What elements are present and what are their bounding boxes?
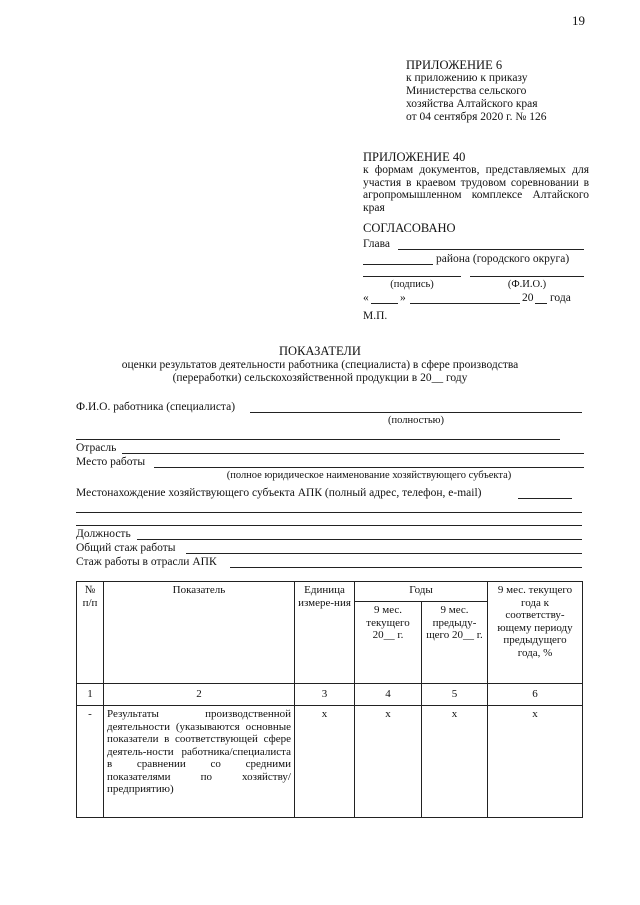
annex-6-block bbox=[406, 59, 606, 124]
approval-heading: СОГЛАСОВАНО bbox=[363, 221, 456, 235]
approval-head-label: Глава bbox=[363, 238, 391, 250]
column-number: 6 bbox=[488, 684, 583, 706]
row-unit: х bbox=[295, 706, 355, 818]
date-year-prefix: 20 bbox=[522, 292, 534, 304]
signature-caption: (подпись) bbox=[390, 279, 434, 290]
document-title: ПОКАЗАТЕЛИ bbox=[279, 344, 361, 358]
column-number: 3 bbox=[295, 684, 355, 706]
location-label: Местонахождение хозяйствующего субъекта АПК (полный адрес, телефон, e-mail) bbox=[76, 487, 482, 499]
table-row bbox=[77, 706, 583, 818]
row-indicator: Результаты производственной деятельности (указываются основные показатели в соответствующей сфере деятель-ности работника/специалиста в сравнении со средними показателями по хозяйству/предприятию) bbox=[104, 706, 295, 818]
branch-input-line[interactable] bbox=[122, 453, 584, 454]
row-ratio: х bbox=[488, 706, 583, 818]
workplace-caption: (полное юридическое наименование хозяйствующего субъекта) bbox=[226, 470, 512, 481]
column-number: 2 bbox=[104, 684, 295, 706]
annex-40-description: к формам документов, представляемых для участия в краевом трудовом соревновании в агропромышленном комплексе Алтайского края bbox=[363, 164, 589, 214]
district-name-line[interactable] bbox=[363, 264, 433, 265]
position-input-line[interactable] bbox=[137, 539, 582, 540]
approval-district-label: района (городского округа) bbox=[436, 253, 570, 265]
header-unit: Единица измере-ния bbox=[295, 582, 355, 684]
column-number: 5 bbox=[422, 684, 488, 706]
header-ratio: 9 мес. текущего года к соответству-ющему периоду предыдущего года, % bbox=[488, 582, 583, 684]
total-experience-label: Общий стаж работы bbox=[76, 542, 176, 554]
fio-caption: (Ф.И.О.) bbox=[507, 279, 547, 290]
document-subtitle-line-2: (переработки) сельскохозяйственной продукции в 20__ году bbox=[172, 372, 468, 384]
row-current-year: х bbox=[355, 706, 422, 818]
date-day-line[interactable] bbox=[371, 303, 398, 304]
date-open-quote: « bbox=[363, 292, 369, 304]
apk-experience-label: Стаж работы в отрасли АПК bbox=[76, 556, 217, 568]
table-column-numbers-row bbox=[77, 684, 583, 706]
date-close-quote: » bbox=[400, 292, 406, 304]
position-label: Должность bbox=[76, 528, 131, 540]
page-number: 19 bbox=[572, 13, 585, 28]
fio-input-line[interactable] bbox=[250, 412, 582, 413]
header-years: Годы bbox=[355, 582, 488, 602]
row-previous-year: х bbox=[422, 706, 488, 818]
indicators-table bbox=[76, 581, 583, 818]
document-subtitle-line-1: оценки результатов деятельности работника (специалиста) в сфере производства bbox=[121, 359, 519, 371]
date-month-line[interactable] bbox=[410, 303, 520, 304]
apk-experience-input-line[interactable] bbox=[230, 567, 582, 568]
location-continuation-line-1[interactable] bbox=[76, 512, 582, 513]
header-current-year: 9 мес. текущего 20__ г. bbox=[355, 602, 422, 684]
fio-continuation-line[interactable] bbox=[76, 439, 560, 440]
table-header-row bbox=[77, 582, 583, 602]
annex-40-title: ПРИЛОЖЕНИЕ 40 bbox=[363, 150, 466, 164]
location-input-line[interactable] bbox=[518, 498, 572, 499]
header-indicator: Показатель bbox=[104, 582, 295, 684]
workplace-label: Место работы bbox=[76, 456, 146, 468]
annex-6-title: ПРИЛОЖЕНИЕ 6 bbox=[406, 58, 503, 72]
column-number: 4 bbox=[355, 684, 422, 706]
signature-line[interactable] bbox=[363, 276, 461, 277]
fio-full-caption: (полностью) bbox=[388, 415, 444, 426]
fio-label: Ф.И.О. работника (специалиста) bbox=[76, 401, 236, 413]
date-year-line[interactable] bbox=[535, 303, 547, 304]
fio-signature-line[interactable] bbox=[470, 276, 584, 277]
annex-40-block bbox=[363, 151, 589, 214]
date-year-suffix: года bbox=[550, 292, 571, 304]
row-number: - bbox=[77, 706, 104, 818]
branch-label: Отрасль bbox=[76, 442, 117, 454]
location-continuation-line-2[interactable] bbox=[76, 525, 582, 526]
head-name-line[interactable] bbox=[398, 249, 584, 250]
column-number: 1 bbox=[77, 684, 104, 706]
header-previous-year: 9 мес. предыду-щего 20__ г. bbox=[422, 602, 488, 684]
annex-6-line: Министерства сельского bbox=[406, 85, 527, 97]
workplace-input-line[interactable] bbox=[154, 467, 584, 468]
total-experience-input-line[interactable] bbox=[186, 553, 582, 554]
annex-6-line: к приложению к приказу bbox=[406, 72, 528, 84]
header-number: № п/п bbox=[77, 582, 104, 684]
annex-6-line: хозяйства Алтайского края bbox=[406, 98, 538, 110]
stamp-label: М.П. bbox=[363, 310, 388, 322]
annex-6-line: от 04 сентября 2020 г. № 126 bbox=[406, 111, 547, 123]
